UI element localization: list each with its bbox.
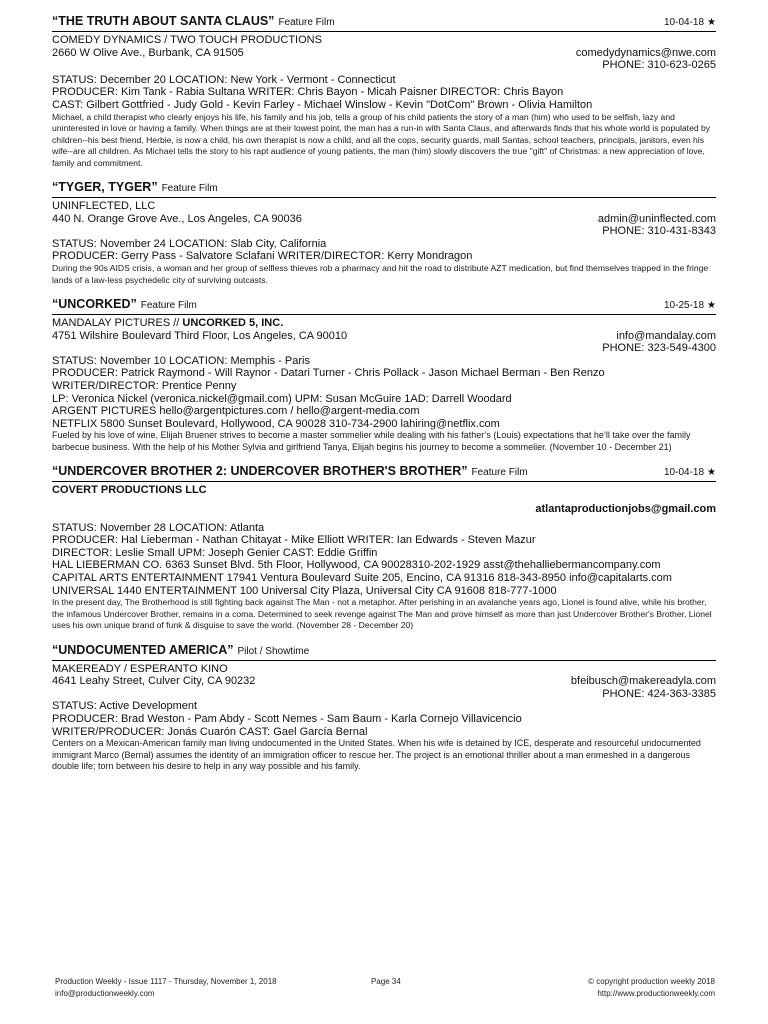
listing-description: Fueled by his love of wine, Elijah Bruener strives to become a master sommelier while dealing with his father’s (Louis) expectations that he’ll take over the family barbecue business. With the help of his Mother Sylvia and girlfriend Tanya, Elijah begins his journey to become a sommelier. (November 10 - December 21) — [52, 430, 691, 452]
producer-line: PRODUCER: Gerry Pass - Salvatore Sclafani WRITER/DIRECTOR: Kerry Mondragon — [52, 250, 473, 263]
listing-date: 10-04-18 — [664, 17, 705, 28]
star-icon: ★ — [707, 467, 716, 479]
contact-line: CAPITAL ARTS ENTERTAINMENT 17941 Ventura Boulevard Suite 205, Encino, CA 91316 818-343-8950 info@capitalarts.com — [52, 571, 672, 584]
status-line: STATUS: November 24 LOCATION: Slab City, California — [52, 237, 327, 250]
company-email[interactable]: admin@uninflected.com — [597, 212, 716, 225]
listing-description: In the present day, The Brotherhood is still fighting back against The Man - not a metaphor. After perishing in an avalanche years ago, Lionel is found alive, while his brother, the infamous Undercover Brother, remains in a coma. Determined to seek revenge against The Man and prove himself as more than just Undercover Brother's Brother, Lionel uses his own unique brand of funk & disguise to save the world. (November 28 - December 20) — [52, 597, 712, 631]
director-line: WRITER/DIRECTOR: Prentice Penny — [52, 380, 237, 392]
star-icon: ★ — [707, 300, 716, 312]
listing-type: Pilot / Showtime — [237, 645, 310, 657]
company-email[interactable]: comedydynamics@nwe.com — [575, 46, 716, 59]
star-icon: ★ — [707, 17, 716, 28]
listing-type: Feature Film — [471, 467, 528, 479]
listing-date: 10-25-18 — [664, 300, 705, 312]
company-address: 2660 W Olive Ave., Burbank, CA 91505 — [52, 46, 244, 59]
company-phone: PHONE: 424-363-3385 — [602, 687, 716, 700]
company-name: COVERT PRODUCTIONS LLC — [52, 484, 207, 497]
listing-entry — [52, 178, 716, 286]
company-email[interactable]: atlantaproductionjobs@gmail.com — [535, 502, 716, 515]
status-line: STATUS: November 10 LOCATION: Memphis - Paris — [52, 354, 310, 367]
producer-line: PRODUCER: Patrick Raymond - Will Raynor - Datari Turner - Chris Pollack - Jason Michael Berman - Ben Renzo — [52, 367, 605, 380]
listing-header — [52, 462, 716, 482]
status-line: STATUS: November 28 LOCATION: Atlanta — [52, 521, 265, 534]
company-email[interactable]: bfeibusch@makereadyla.com — [570, 675, 716, 688]
status-line: STATUS: December 20 LOCATION: New York - Vermont - Connecticut — [52, 73, 396, 86]
listing-type: Feature Film — [161, 183, 218, 195]
company-phone: PHONE: 323-549-4300 — [602, 342, 716, 355]
contact-line: ARGENT PICTURES hello@argentpictures.com / hello@argent-media.com — [52, 405, 420, 418]
company-phone: PHONE: 310-623-0265 — [602, 59, 716, 72]
company-email[interactable]: info@mandalay.com — [616, 329, 716, 342]
listing-entry — [52, 641, 716, 773]
writer-line: WRITER/PRODUCER: Jonás Cuarón CAST: Gael García Bernal — [52, 725, 368, 738]
crew-line: LP: Veronica Nickel (veronica.nickel@gmail.com) UPM: Susan McGuire 1AD: Darrell Woodard — [52, 392, 512, 405]
listing-description: During the 90s AIDS crisis, a woman and her group of selfless thieves rob a pharmacy and hit the road to distribute AZT medication, but find themselves trapped in the fringe lands of a law-less psychedelic city of surviving outcasts. — [52, 263, 709, 285]
footer-email[interactable]: info@productionweekly.com — [55, 989, 155, 998]
company-address: 4751 Wilshire Boulevard Third Floor, Los Angeles, CA 90010 — [52, 329, 348, 342]
producer-line: PRODUCER: Hal Lieberman - Nathan Chitayat - Mike Elliott WRITER: Ian Edwards - Steven Mazur — [52, 534, 536, 547]
listing-header — [52, 641, 716, 661]
listing-type: Feature Film — [140, 300, 197, 312]
listing-title: “THE TRUTH ABOUT SANTA CLAUS” — [52, 14, 275, 28]
company-address: 4641 Leahy Street, Culver City, CA 90232 — [52, 675, 256, 688]
contact-line: NETFLIX 5800 Sunset Boulevard, Hollywood, CA 90028 310-734-2900 lahiring@netflix.com — [52, 417, 500, 430]
listing-title: “UNDOCUMENTED AMERICA” — [52, 642, 234, 657]
status-line: STATUS: Active Development — [52, 700, 198, 713]
document-page — [52, 12, 716, 773]
producer-line: PRODUCER: Brad Weston - Pam Abdy - Scott Nemes - Sam Baum - Karla Cornejo Villavicencio — [52, 713, 522, 725]
listing-date: 10-04-18 — [664, 467, 705, 479]
listing-title: “TYGER, TYGER” — [52, 180, 158, 195]
listing-description: Michael, a child therapist who clearly enjoys his life, his family and his job, tells a group of his child patients the story of a man (him) who used to be selfish, lazy and uninterested in love or having a family. When things are at their lowest point, the man has a run-in with Santa Claus, and afterwards finds that his whole world is populated by children--his best friend, Herbie, is now a child, his own therapist is now a child, and all the cops, security guards, mall Santas, school teachers, principals, janitors, even his wife--are all children. As Michael tells the story to his rapt audience of young patients, the man (him) slowly discovers the true "gift" of Christmas: a new appreciation of love, family and commitment. — [52, 111, 711, 168]
listing-header — [52, 295, 716, 315]
company-address: 440 N. Orange Grove Ave., Los Angeles, CA 90036 — [52, 212, 302, 225]
listing-description: Centers on a Mexican-American family man living undocumented in the United States. When his wife is detained by ICE, desperate and resourceful undocumented immigrant Marco (Bernal) assumes the identity of an immigration officer to rescue her. The project is an emotional thriller about a man enmeshed in a dangerous double life; torn between his desire to help in any way possible and his family. — [52, 738, 701, 772]
footer-copyright: © copyright production weekly 2018 — [588, 977, 715, 986]
listing-header — [52, 12, 716, 32]
company-name: MAKEREADY / ESPERANTO KINO — [52, 662, 228, 675]
contact-line: HAL LIEBERMAN CO. 6363 Sunset Blvd. 5th Floor, Hollywood, CA 90028310-202-1929 asst@thehalliebermancompany.com — [52, 559, 661, 572]
listing-title: “UNDERCOVER BROTHER 2: UNDERCOVER BROTHER'S BROTHER” — [52, 464, 468, 479]
company-name-bold: UNCORKED 5, INC. — [182, 317, 284, 330]
listing-header — [52, 178, 716, 198]
director-line: DIRECTOR: Leslie Small UPM: Joseph Genier CAST: Eddie Griffin — [52, 546, 378, 559]
footer-issue: Production Weekly - Issue 1117 - Thursday, November 1, 2018 — [55, 977, 277, 986]
producer-line: PRODUCER: Kim Tank - Rabia Sultana WRITER: Chris Bayon - Micah Paisner DIRECTOR: Chris Bayon — [52, 86, 564, 99]
company-name — [52, 317, 716, 330]
company-phone: PHONE: 310-431-8343 — [602, 225, 716, 238]
listing-entry — [52, 462, 716, 631]
listing-entry — [52, 295, 716, 453]
listing-type: Feature Film — [278, 17, 335, 28]
listing-title: “UNCORKED” — [52, 297, 137, 312]
company-name: UNINFLECTED, LLC — [52, 200, 156, 213]
page-number: Page 34 — [371, 977, 401, 986]
footer-url[interactable]: http://www.productionweekly.com — [597, 989, 715, 998]
listing-entry — [52, 12, 716, 169]
company-name: COMEDY DYNAMICS / TWO TOUCH PRODUCTIONS — [52, 34, 322, 46]
contact-line: UNIVERSAL 1440 ENTERTAINMENT 100 Universal City Plaza, Universal City CA 91608 818-777-1000 — [52, 584, 557, 597]
cast-line: CAST: Gilbert Gottfried - Judy Gold - Kevin Farley - Michael Winslow - Kevin "DotCom" Brown - Olivia Hamilton — [52, 98, 593, 111]
company-name-text: MANDALAY PICTURES // — [52, 317, 183, 330]
